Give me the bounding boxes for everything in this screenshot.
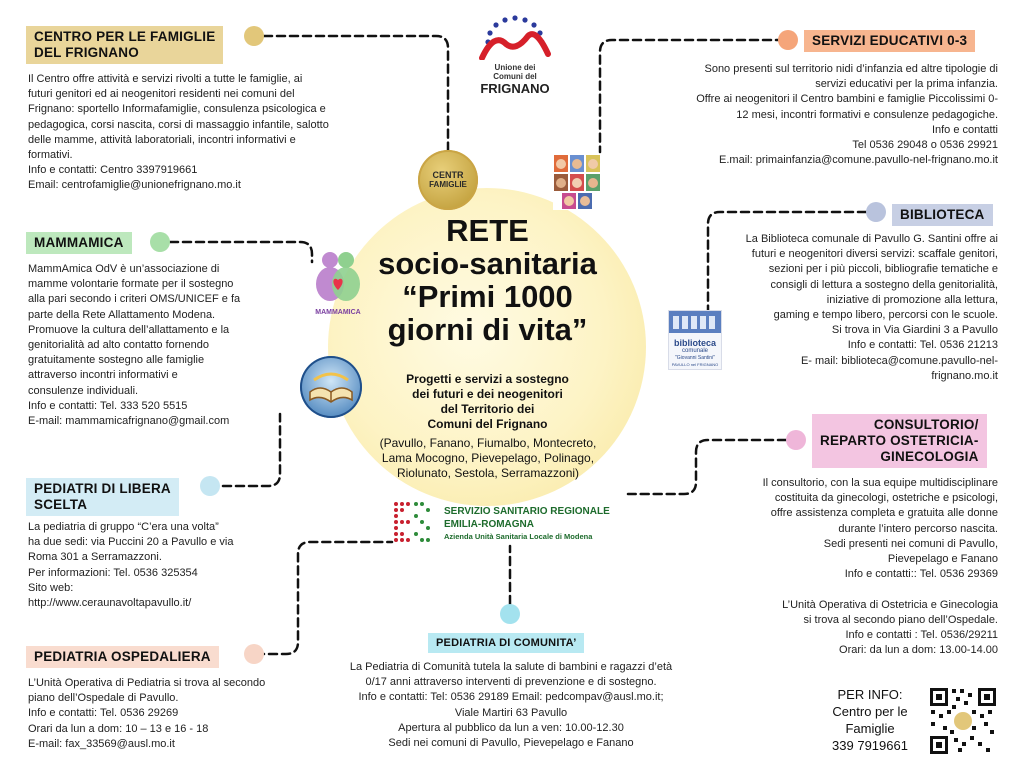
- pediatri-text: [28, 520, 288, 611]
- mammamica-text: [28, 262, 298, 429]
- centro-logo-line-1: CENTR: [432, 170, 464, 180]
- comunita-label: PEDIATRIA DI COMUNITA’: [428, 633, 584, 653]
- centro-famiglie-text: [28, 72, 373, 194]
- ospedaliera-dot: [244, 644, 264, 664]
- biblioteca-logo-line-4: PAVULLO nel FRIGNANO: [671, 362, 719, 367]
- consultorio-text: [700, 476, 998, 658]
- mammamica-logo: [308, 250, 368, 314]
- children-faces-icon: [553, 154, 601, 210]
- title-line-3: “Primi 1000: [402, 279, 573, 314]
- centro-logo-line-2: FAMIGLIE: [429, 180, 467, 189]
- ospedaliera-text: [28, 676, 318, 752]
- title-line-4: giorni di vita”: [387, 312, 588, 347]
- title-line-1: RETE: [446, 213, 529, 248]
- centro-famiglie-label: CENTRO PER LE FAMIGLIE DEL FRIGNANO: [26, 26, 223, 64]
- center-subtitle: [360, 372, 615, 432]
- biblioteca-label: BIBLIOTECA: [892, 204, 993, 226]
- ssr-logo: [392, 500, 622, 544]
- unione-line-1: Unione dei: [494, 63, 536, 72]
- educativi-paragraph: Sono presenti sul territorio nidi d’infanzia ed altre tipologie di servizi educativi per la prima infanzia. Offre ai neogenitori il Centro bambini e famiglie Piccolissimi 0- 12 mesi, incontri formativi e consulenze pedagogiche. Info e contatti Tel 0536 29048 o 0536 29921 E.mail: primainfanzia@comune.pavullo-nel-frignano.mo.it: [696, 63, 998, 167]
- biblioteca-text: [700, 232, 998, 384]
- children-photo-collage: [553, 154, 601, 210]
- biblioteca-dot: [866, 202, 886, 222]
- centro-famiglie-dot: [244, 26, 264, 46]
- ssr-dots-icon: [392, 500, 436, 544]
- educativi-label: SERVIZI EDUCATIVI 0-3: [804, 30, 975, 52]
- biblioteca-logo-line-3: "Giovanni Santini": [675, 355, 715, 361]
- comunita-dot: [500, 604, 520, 624]
- centro-famiglie-logo: [418, 150, 478, 210]
- center-title: [340, 214, 635, 346]
- mammamica-dot: [150, 232, 170, 252]
- pediatri-paragraph: La pediatria di gruppo “C’era una volta” ha due sedi: via Puccini 20 a Pavullo e via Roma 301 a Serramazzoni. Per informazioni: Tel. 0536 325354 Sito web: http://www.ceraunavoltapavullo.it/: [28, 521, 234, 610]
- mammamica-logo-text: MAMMAMICA: [315, 309, 361, 316]
- comunita-paragraph: La Pediatria di Comunità tutela la salute di bambini e ragazzi d’età 0/17 anni attraverso interventi di prevenzione e di sostegno. Info e contatti: Tel: 0536 29189 Email: pedcompav@ausl.mo.it; Viale Martiri 63 Pavullo Apertura al pubblico da lun a ven: 10.00-12.30 Sedi nei comuni di Pavullo, Pievepelago e Fanano: [349, 661, 673, 750]
- biblioteca-paragraph: La Biblioteca comunale di Pavullo G. Santini offre ai futuri e neogenitori diversi servizi: scaffale genitori, sezioni per i più piccoli, bibliografie tematiche e consigli di lettura a sostegno della genitorialità, iniziative di promozione alla lettura, gaming e tempo libero, percorsi con le scuole. Si trova in Via Giardini 3 a Pavullo Info e contatti: Tel. 0536 21213 E- mail: biblioteca@comune.pavullo-nel- frignano.mo.it: [745, 233, 998, 382]
- open-book-icon: [300, 356, 362, 418]
- biblioteca-logo-line-2: comunale: [681, 348, 708, 354]
- qr-code-icon: [928, 686, 998, 756]
- ssr-line-1: SERVIZIO SANITARIO REGIONALE: [444, 506, 610, 517]
- ssr-line-3: Azienda Unità Sanitaria Locale di Modena: [444, 532, 593, 541]
- consultorio-label: CONSULTORIO/ REPARTO OSTETRICIA- GINECOLOGIA: [812, 414, 987, 468]
- unione-line-3: FRIGNANO: [480, 81, 550, 96]
- unione-frignano-emblem: [470, 14, 560, 60]
- per-info-text: [816, 686, 924, 754]
- center-towns: (Pavullo, Fanano, Fiumalbo, Montecreto, Lama Mocogno, Pievepelago, Polinago, Riolunato, Sestola, Serramazzoni): [379, 436, 597, 480]
- pediatri-label: PEDIATRI DI LIBERA SCELTA: [26, 478, 179, 516]
- qr-code[interactable]: [928, 686, 998, 756]
- ospedaliera-label: PEDIATRIA OSPEDALIERA: [26, 646, 219, 668]
- educativi-text: [640, 62, 998, 168]
- title-line-2: socio-sanitaria: [378, 246, 597, 281]
- comunita-text: [326, 660, 696, 751]
- ssr-line-2: EMILIA-ROMAGNA: [444, 519, 534, 530]
- biblioteca-logo-line-1: biblioteca: [673, 338, 716, 348]
- mammamica-paragraph: MammAmica OdV è un’associazione di mamme volontarie formate per il sostegno alla pari secondo i criteri OMS/UNICEF e fa parte della Rete Allattamento Modena. Promuove la cultura dell’allattamento e la genitorialità ad alto contatto fornendo gratuitamente sostegno alle famiglie attraverso incontri informativi e consulenze individuali. Info e contatti: Tel. 333 520 5515 E-mail: mammamicafrignano@gmail.com: [28, 263, 241, 428]
- unione-line-2: Comuni del: [493, 72, 537, 81]
- mammamica-label: MAMMAMICA: [26, 232, 132, 254]
- ospedaliera-paragraph: L’Unità Operativa di Pediatria si trova al secondo piano dell’Ospedale di Pavullo. Info e contatti: Tel. 0536 29269 Orari da lun a dom: 10 – 13 e 16 - 18 E-mail: fax_33569@ausl.mo.it: [28, 677, 266, 750]
- center-subtitle-text: Progetti e servizi a sostegno dei futuri e dei neogenitori del Territorio dei Comuni del Frignano: [406, 372, 569, 431]
- centro-famiglie-paragraph: Il Centro offre attività e servizi rivolti a tutte le famiglie, ai futuri genitori ed ai neogenitori residenti nei comuni del Frignano: sportello Informafamiglie, consulenza psicologica e pedagogica, corsi nascita, corsi di massaggio infantile, salotto delle mamme, attività laboratoriali, incontri informativi e formativi. Info e contatti: Centro 3397919661 Email: centrofamiglie@unionefrignano.mo.it: [28, 73, 329, 192]
- per-info-paragraph: PER INFO: Centro per le Famiglie 339 7919661: [832, 687, 908, 753]
- mother-child-icon: [308, 250, 368, 302]
- educativi-dot: [778, 30, 798, 50]
- pediatri-dot: [200, 476, 220, 496]
- consultorio-paragraph: Il consultorio, con la sua equipe multidisciplinare costituita da ginecologi, ostetriche e psicologi, offre assistenza completa e gratuita alle donne durante l’intero percorso nascita. Sedi presenti nei comuni di Pavullo, Pievepelago e Fanano Info e contatti:: Tel. 0536 29369 L’Unità Operativa di Ostetricia e Ginecologia si trova al secondo piano dell’Ospedale. Info e contatti : Tel. 0536/29211 Orari: da lun a dom: 13.00-14.00: [762, 477, 998, 657]
- consultorio-dot: [786, 430, 806, 450]
- unione-frignano-logo: [470, 14, 560, 100]
- pediatri-book-logo: [300, 356, 362, 418]
